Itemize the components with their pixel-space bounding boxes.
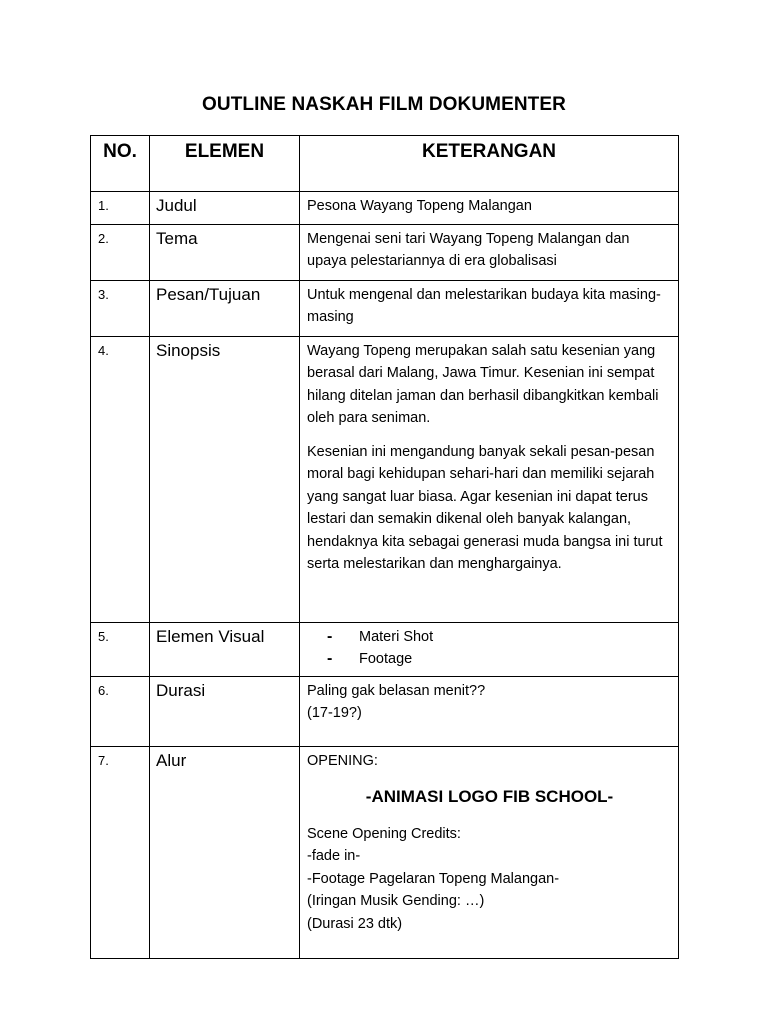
table-row xyxy=(91,622,679,676)
dash-bullet-icon: - xyxy=(327,627,333,645)
animation-heading: -ANIMASI LOGO FIB SCHOOL- xyxy=(365,787,614,806)
row-description xyxy=(300,676,679,746)
row-description xyxy=(300,622,679,676)
row-number: 5. xyxy=(91,622,150,676)
list-item xyxy=(327,648,672,670)
table-row xyxy=(91,192,679,225)
list-item-text: Footage xyxy=(359,650,413,667)
row-description xyxy=(300,336,679,622)
flow-line: Scene Opening Credits: xyxy=(307,825,461,842)
table-row xyxy=(91,676,679,746)
row-number: 6. xyxy=(91,676,150,746)
opening-label: OPENING: xyxy=(307,752,378,769)
flow-line: -Footage Pagelaran Topeng Malangan- xyxy=(307,870,560,887)
row-element: Pesan/Tujuan xyxy=(150,280,300,336)
row-description xyxy=(300,746,679,958)
table-row xyxy=(91,336,679,622)
table-row xyxy=(91,224,679,280)
header-keterangan: KETERANGAN xyxy=(300,136,679,192)
flow-line: -fade in- xyxy=(307,848,361,864)
row-number: 3. xyxy=(91,280,150,336)
synopsis-paragraph-2: Kesenian ini mengandung banyak sekali pesan-pesan moral bagi kehidupan sehari-hari dan memiliki sejarah yang sangat luar biasa. Agar kesenian ini dapat terus lestari dan semakin dikenal oleh banyak kalangan, hendaknya kita sebagai generasi muda bangsa ini turut serta melestarikan dan menghargainya. xyxy=(307,443,663,572)
row-description xyxy=(300,224,679,280)
table-row xyxy=(91,746,679,958)
description-text: Mengenai seni tari Wayang Topeng Malangan dan upaya pelestariannya di era globalisasi xyxy=(307,230,630,269)
row-number: 1. xyxy=(91,192,150,225)
description-text: Paling gak belasan menit?? xyxy=(307,682,486,699)
list-item xyxy=(327,626,672,648)
description-text: (17-19?) xyxy=(307,705,362,721)
row-element: Sinopsis xyxy=(150,336,300,622)
description-text: Untuk mengenal dan melestarikan budaya kita masing-masing xyxy=(307,286,661,325)
row-number: 7. xyxy=(91,746,150,958)
document-title: OUTLINE NASKAH FILM DOKUMENTER xyxy=(202,94,566,115)
synopsis-paragraph-1: Wayang Topeng merupakan salah satu kesenian yang berasal dari Malang, Jawa Timur. Kesenian ini sempat hilang ditelan jaman dan berhasil dibangkitkan kembali oleh para seniman. xyxy=(307,342,659,426)
row-element: Elemen Visual xyxy=(150,622,300,676)
row-element: Tema xyxy=(150,224,300,280)
row-number: 4. xyxy=(91,336,150,622)
description-text: Pesona Wayang Topeng Malangan xyxy=(307,198,532,214)
row-element: Judul xyxy=(150,192,300,225)
list-item-text: Materi Shot xyxy=(359,628,434,645)
dash-bullet-icon: - xyxy=(327,649,333,667)
row-number: 2. xyxy=(91,224,150,280)
row-description xyxy=(300,280,679,336)
flow-line: (Iringan Musik Gending: …) xyxy=(307,893,485,909)
table-header-row xyxy=(91,136,679,192)
outline-table xyxy=(90,135,679,959)
header-elemen: ELEMEN xyxy=(150,136,300,192)
table-row xyxy=(91,280,679,336)
row-description xyxy=(300,192,679,225)
row-element: Alur xyxy=(150,746,300,958)
header-no: NO. xyxy=(91,136,150,192)
visual-bullet-list xyxy=(307,626,672,670)
flow-line: (Durasi 23 dtk) xyxy=(307,915,403,932)
row-element: Durasi xyxy=(150,676,300,746)
